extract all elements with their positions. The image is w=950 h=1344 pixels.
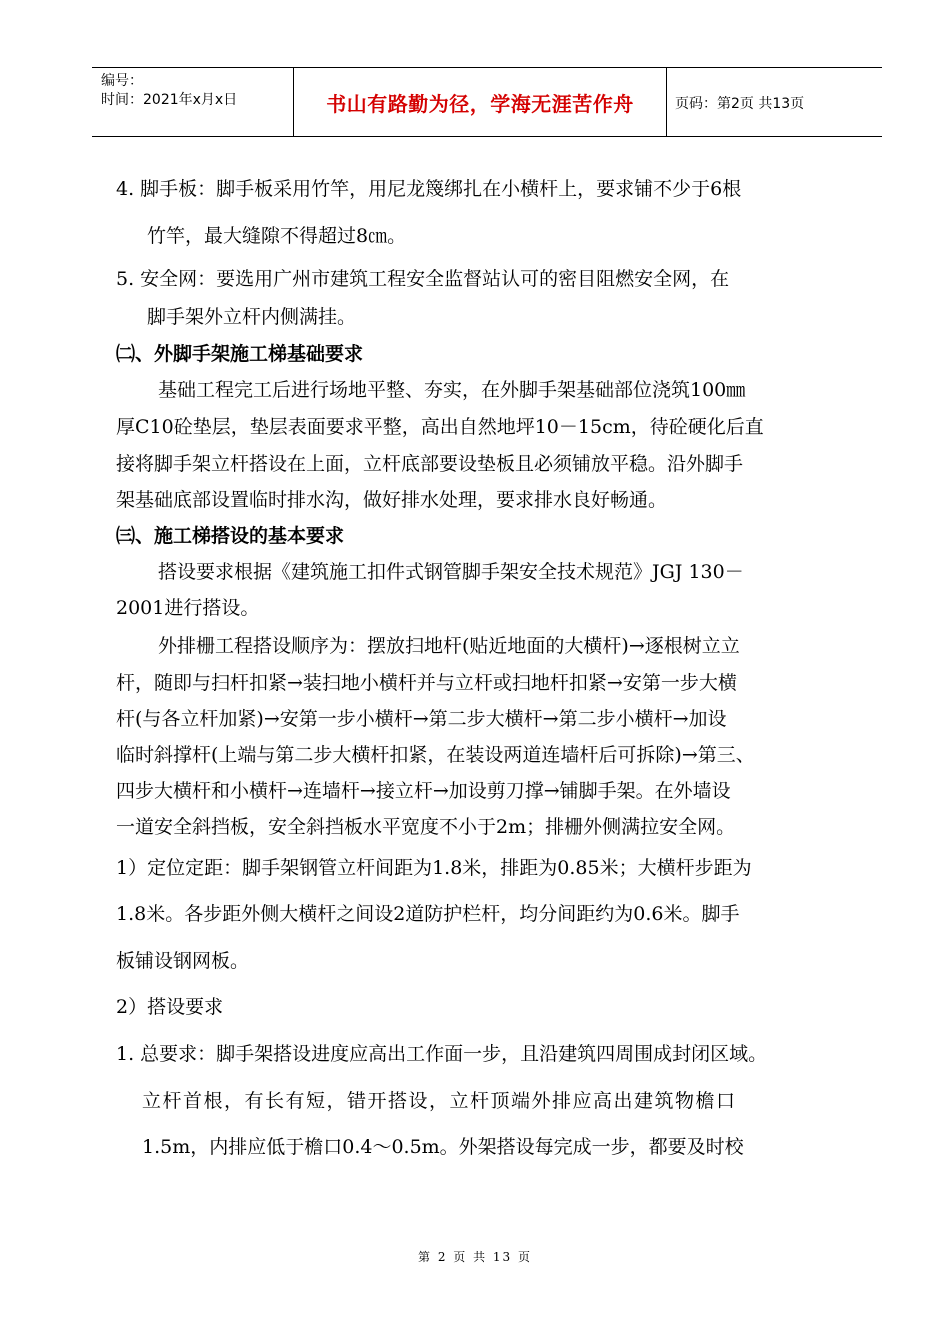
general-req-line-3: 1.5m，内排应低于檐口0.4～0.5m。外架搭设每完成一步，都要及时校 [142,1136,744,1158]
positioning-line-3: 板铺设钢网板。 [116,950,250,972]
sequence-line-2: 杆，随即与扫杆扣紧→装扫地小横杆并与立杆或扫地杆扣紧→安第一步大横 [116,672,737,694]
item-4-line-1: 4. 脚手板：脚手板采用竹竿，用尼龙篾绑扎在小横杆上，要求铺不少于6根 [116,178,742,200]
section-heading-2: ㈡、外脚手架施工梯基础要求 [116,343,364,365]
section-2-line-4: 架基础底部设置临时排水沟，做好排水处理，要求排水良好畅通。 [116,489,668,511]
positioning-line-2: 1.8米。各步距外侧大横杆之间设2道防护栏杆，均分间距约为0.6米。脚手 [116,903,740,925]
erection-requirements-heading: 2）搭设要求 [116,996,224,1018]
item-5-line-2: 脚手架外立杆内侧满挂。 [147,306,357,328]
page-footer: 第 2 页 共 13 页 [418,1250,532,1264]
sequence-line-4: 临时斜撑杆(上端与第二步大横杆扣紧，在装设两道连墙杆后可拆除)→第三、 [116,744,755,766]
header-time: 时间：2021年x月x日 [101,92,238,108]
item-5-line-1: 5. 安全网：要选用广州市建筑工程安全监督站认可的密目阻燃安全网，在 [116,268,730,290]
positioning-line-1: 1）定位定距：脚手架钢管立杆间距为1.8米，排距为0.85米；大横杆步距为 [116,857,752,879]
section-2-line-1: 基础工程完工后进行场地平整、夯实，在外脚手架基础部位浇筑100㎜ [158,379,746,401]
header-page-number: 页码：第2页 共13页 [675,96,805,112]
page-header [92,67,882,137]
header-motto: 书山有路勤为径，学海无涯苦作舟 [293,68,667,136]
sequence-line-3: 杆(与各立杆加紧)→安第一步小横杆→第二步大横杆→第二步小横杆→加设 [116,708,727,730]
section-3-line-1: 搭设要求根据《建筑施工扣件式钢管脚手架安全技术规范》JGJ 130－ [158,561,744,583]
item-4-line-2: 竹竿，最大缝隙不得超过8㎝。 [147,225,407,247]
sequence-line-6: 一道安全斜挡板，安全斜挡板水平宽度不小于2m；排栅外侧满拉安全网。 [116,816,736,838]
section-2-line-3: 接将脚手架立杆搭设在上面，立杆底部要设垫板且必须铺放平稳。沿外脚手 [116,453,744,475]
header-code: 编号： [101,73,143,89]
general-req-line-1: 1. 总要求：脚手架搭设进度应高出工作面一步，且沿建筑四周围成封闭区域。 [116,1043,768,1065]
section-2-line-2: 厚C10砼垫层，垫层表面要求平整，高出自然地坪10－15cm，待砼硬化后直 [116,416,764,438]
general-req-line-2: 立杆首根，有长有短，错开搭设，立杆顶端外排应高出建筑物檐口 [142,1090,737,1112]
header-meta [101,72,237,110]
sequence-line-1: 外排栅工程搭设顺序为：摆放扫地杆(贴近地面的大横杆)→逐根树立立 [158,635,740,657]
section-3-line-2: 2001进行搭设。 [116,597,260,619]
sequence-line-5: 四步大横杆和小横杆→连墙杆→接立杆→加设剪刀撑→铺脚手架。在外墙设 [116,780,731,802]
section-heading-3: ㈢、施工梯搭设的基本要求 [116,525,345,547]
